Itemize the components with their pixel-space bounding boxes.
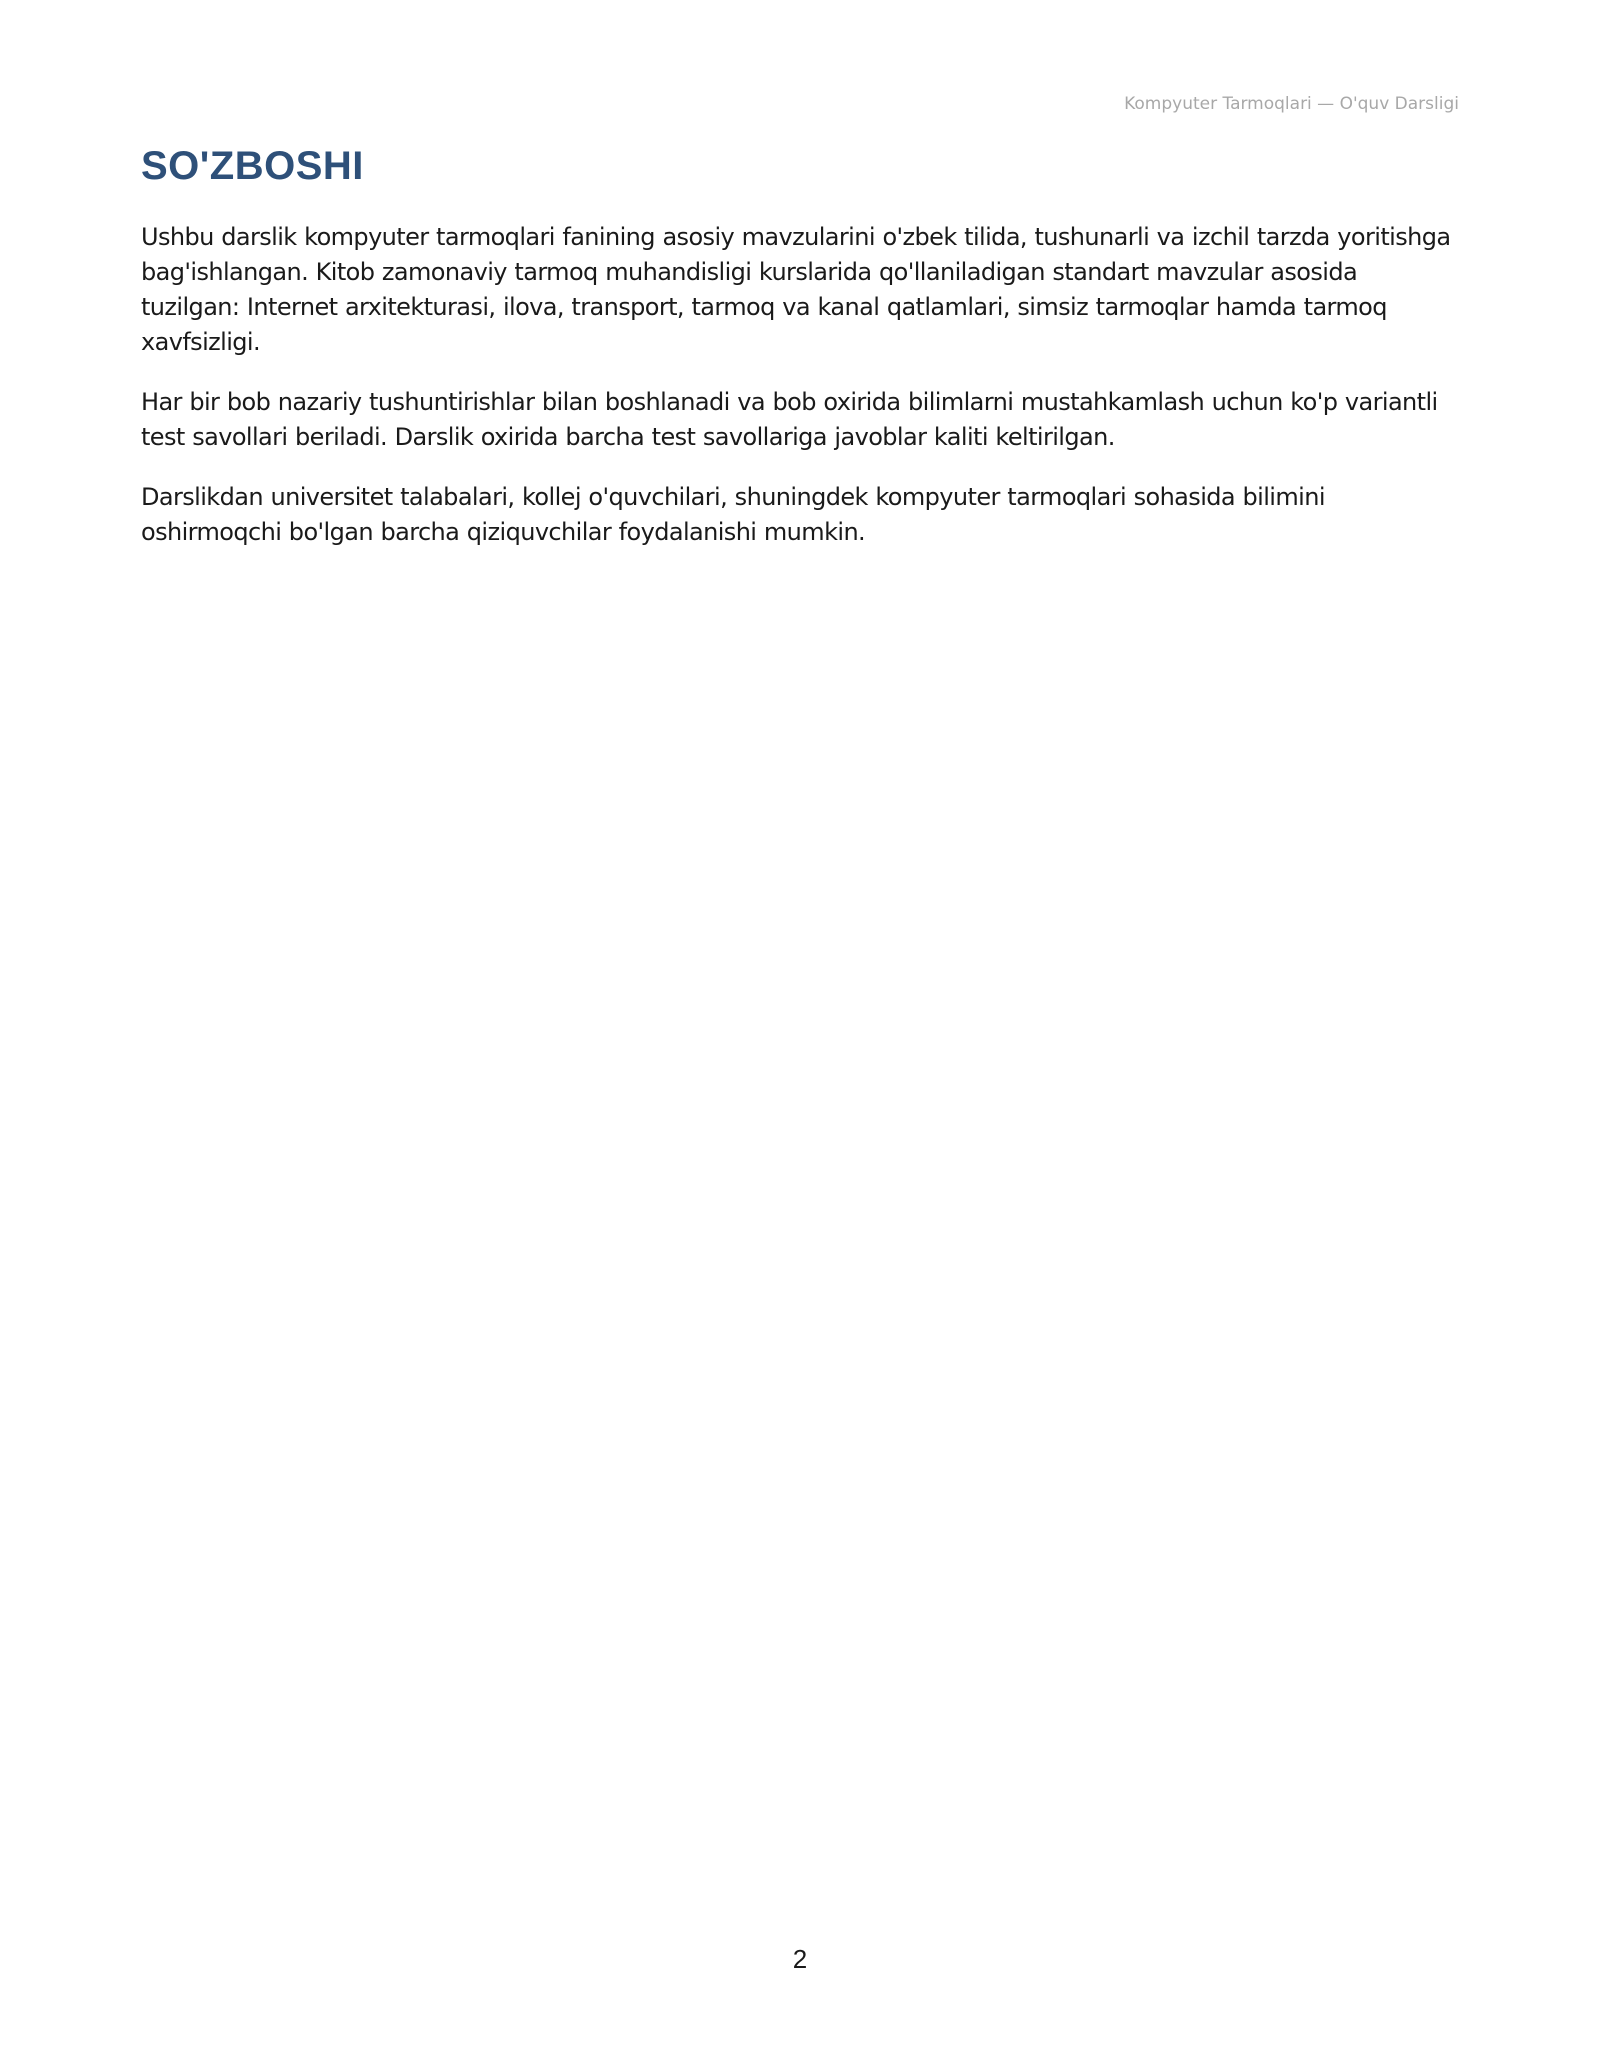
page-content (141, 140, 1461, 575)
body-paragraph-1: Ushbu darslik kompyuter tarmoqlari fanining asosiy mavzularini o'zbek tilida, tushunarli va izchil tarzda yoritishga bag'ishlangan. Kitob zamonaviy tarmoq muhandisligi kurslarida qo'llaniladigan standart mavzular asosida tuzilgan: Internet arxitekturasi, ilova, transport, tarmoq va kanal qatlamlari, simsiz tarmoqlar hamda tarmoq xavfsizligi. (141, 223, 1451, 356)
body-paragraph-3: Darslikdan universitet talabalari, kollej o'quvchilari, shuningdek kompyuter tarmoqlari sohasida bilimini oshirmoqchi bo'lgan barcha qiziquvchilar foydalanishi mumkin. (141, 483, 1325, 546)
page-number: 2 (792, 1944, 808, 1974)
running-header: Kompyuter Tarmoqlari — O'quv Darsligi (1124, 94, 1459, 114)
page-title: SO'ZBOSHI (141, 144, 364, 188)
body-paragraph-2: Har bir bob nazariy tushuntirishlar bilan boshlanadi va bob oxirida bilimlarni mustahkamlash uchun ko'p variantli test savollari beriladi. Darslik oxirida barcha test savollariga javoblar kaliti keltirilgan. (141, 388, 1438, 451)
